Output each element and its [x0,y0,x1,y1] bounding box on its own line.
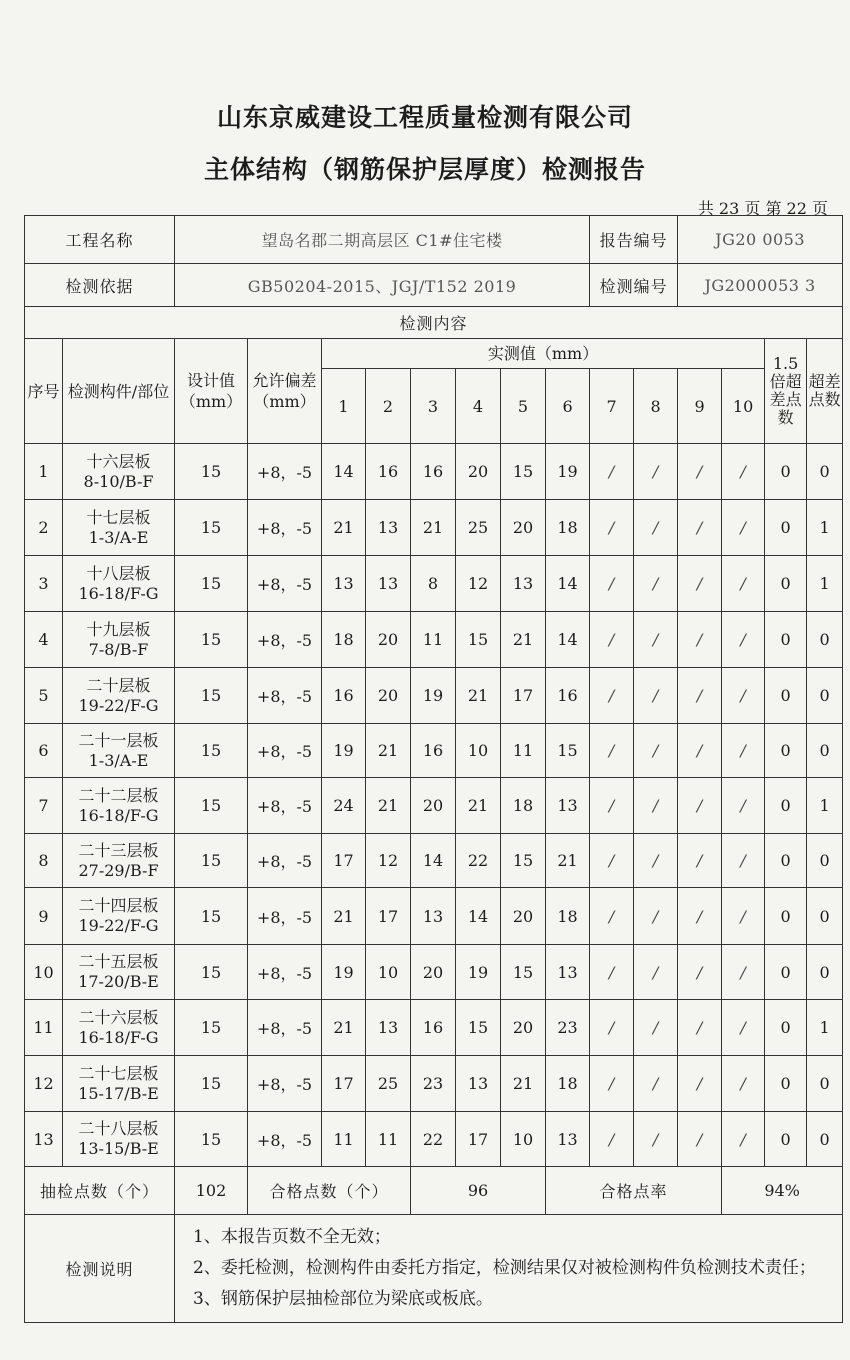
row-seq: 2 [25,500,63,556]
row-member [63,1000,175,1056]
row-design: 15 [175,444,248,500]
member-location: 15-17/B-E [78,1083,159,1103]
report-no-value: JG20 0053 [678,216,843,264]
row-measured-4: 22 [456,834,501,888]
member-location: 16-18/F-G [78,1027,159,1047]
page-info: 共 23 页 第 22 页 [697,199,828,218]
row-measured-8: / [634,834,678,888]
member-location: 13-15/B-E [78,1139,159,1158]
row-measured-5: 21 [501,1056,546,1112]
row-measured-7: / [590,1000,634,1056]
member-name: 十九层板 [86,619,151,639]
row-seq: 6 [25,724,63,778]
row-tolerance: +8，-5 [248,612,322,668]
notes-label: 检测说明 [25,1215,175,1323]
table-row [25,612,843,668]
row-over15: 0 [765,834,807,888]
row-measured-4: 25 [456,500,501,556]
row-measured-6: 13 [546,1112,590,1167]
row-design: 15 [175,1112,248,1167]
row-measured-3: 16 [411,444,456,500]
row-over: 1 [807,778,843,834]
row-tolerance: +8，-5 [248,668,322,724]
row-measured-10: / [722,945,765,1000]
data-rows [25,444,843,1167]
row-member [63,888,175,945]
point-header-2: 2 [366,369,411,444]
row-measured-6: 18 [546,500,590,556]
member-location: 27-29/B-F [78,860,159,880]
row-measured-5: 13 [501,556,546,612]
row-over15: 0 [765,1000,807,1056]
content-title: 检测内容 [25,307,843,339]
row-measured-6: 19 [546,444,590,500]
row-measured-10: / [722,724,765,778]
note-line-3: 3、钢筋保护层抽检部位为梁底或板底。 [193,1289,493,1309]
row-over15: 0 [765,945,807,1000]
row-over: 0 [807,444,843,500]
notes-content [175,1215,843,1323]
sample-count-label: 抽检点数（个） [25,1167,175,1215]
row-measured-10: / [722,612,765,668]
content-title-row [25,307,843,339]
row-measured-1: 13 [322,556,366,612]
row-measured-9: / [678,668,722,724]
row-measured-2: 17 [366,888,411,945]
row-measured-8: / [634,668,678,724]
row-measured-8: / [634,612,678,668]
pass-count-value: 96 [411,1167,546,1215]
row-measured-4: 21 [456,778,501,834]
table-row [25,724,843,778]
row-design: 15 [175,888,248,945]
row-measured-5: 15 [501,444,546,500]
table-row [25,1112,843,1167]
row-member [63,612,175,668]
point-header-5: 5 [501,369,546,444]
row-member [63,724,175,778]
row-design: 15 [175,834,248,888]
row-measured-4: 15 [456,1000,501,1056]
row-measured-10: / [722,444,765,500]
row-measured-2: 21 [366,724,411,778]
member-name: 二十三层板 [78,840,159,860]
row-measured-1: 21 [322,500,366,556]
row-measured-7: / [590,834,634,888]
row-measured-6: 23 [546,1000,590,1056]
row-measured-4: 14 [456,888,501,945]
row-measured-9: / [678,724,722,778]
row-over: 0 [807,612,843,668]
row-measured-7: / [590,444,634,500]
project-name-value: 望岛名郡二期高层区 C1#住宅楼 [175,216,590,264]
report-title: 主体结构（钢筋保护层厚度）检测报告 [203,155,646,184]
row-measured-7: / [590,500,634,556]
row-measured-8: / [634,556,678,612]
table-row [25,834,843,888]
row-member [63,500,175,556]
header-row-1 [25,339,843,369]
row-measured-2: 21 [366,778,411,834]
row-measured-4: 10 [456,724,501,778]
row-tolerance: +8，-5 [248,1000,322,1056]
basis-label: 检测依据 [25,264,175,307]
report-table [24,215,843,1323]
row-over15: 0 [765,500,807,556]
row-measured-6: 18 [546,888,590,945]
member-name: 二十八层板 [78,1119,159,1138]
row-measured-4: 20 [456,444,501,500]
row-measured-2: 12 [366,834,411,888]
row-member [63,945,175,1000]
member-name: 二十五层板 [78,952,159,971]
row-measured-10: / [722,1112,765,1167]
row-design: 15 [175,668,248,724]
member-name: 十七层板 [86,507,151,527]
row-measured-2: 13 [366,1000,411,1056]
row-seq: 3 [25,556,63,612]
table-row [25,500,843,556]
row-measured-1: 16 [322,668,366,724]
col-seq-header: 序号 [25,339,63,444]
row-over: 1 [807,1000,843,1056]
row-over: 0 [807,834,843,888]
row-measured-4: 13 [456,1056,501,1112]
row-measured-8: / [634,945,678,1000]
row-measured-2: 20 [366,668,411,724]
row-over: 0 [807,724,843,778]
col-design-header: 设计值（mm） [175,339,248,444]
row-member [63,444,175,500]
row-measured-1: 19 [322,724,366,778]
row-over15: 0 [765,724,807,778]
member-name: 二十一层板 [78,730,159,750]
row-measured-10: / [722,500,765,556]
row-measured-7: / [590,724,634,778]
row-measured-4: 12 [456,556,501,612]
row-measured-9: / [678,500,722,556]
row-over: 0 [807,888,843,945]
pass-rate-label: 合格点率 [546,1167,722,1215]
table-row [25,556,843,612]
row-measured-9: / [678,1112,722,1167]
row-measured-3: 11 [411,612,456,668]
row-over15: 0 [765,888,807,945]
row-seq: 13 [25,1112,63,1167]
row-measured-1: 17 [322,834,366,888]
company-name: 山东京威建设工程质量检测有限公司 [216,103,633,132]
table-row [25,444,843,500]
row-measured-10: / [722,778,765,834]
row-measured-5: 20 [501,500,546,556]
table-row [25,778,843,834]
row-measured-8: / [634,1112,678,1167]
row-measured-8: / [634,724,678,778]
row-over15: 0 [765,1056,807,1112]
col-measured-header: 实测值（mm） [322,339,765,369]
row-over15: 0 [765,444,807,500]
row-over15: 0 [765,778,807,834]
row-measured-9: / [678,834,722,888]
row-over: 0 [807,1112,843,1167]
row-seq: 5 [25,668,63,724]
note-line-1: 1、本报告页数不全无效； [193,1227,391,1247]
row-over: 1 [807,556,843,612]
row-measured-1: 11 [322,1112,366,1167]
row-measured-9: / [678,1056,722,1112]
point-header-8: 8 [634,369,678,444]
row-measured-6: 13 [546,945,590,1000]
row-measured-3: 23 [411,1056,456,1112]
row-tolerance: +8，-5 [248,556,322,612]
row-member [63,778,175,834]
row-measured-7: / [590,888,634,945]
row-member [63,1112,175,1167]
row-measured-7: / [590,945,634,1000]
row-seq: 11 [25,1000,63,1056]
point-header-10: 10 [722,369,765,444]
col-over-header: 超差点数 [807,339,843,444]
row-measured-7: / [590,1112,634,1167]
row-measured-3: 14 [411,834,456,888]
row-measured-9: / [678,778,722,834]
row-measured-4: 15 [456,612,501,668]
row-design: 15 [175,778,248,834]
row-member [63,1056,175,1112]
row-measured-8: / [634,888,678,945]
row-measured-1: 21 [322,1000,366,1056]
table-row [25,1056,843,1112]
note-line-2: 2、委托检测，检测构件由委托方指定，检测结果仅对被检测构件负检测技术责任； [193,1258,816,1278]
row-measured-9: / [678,945,722,1000]
member-name: 二十四层板 [78,896,159,915]
row-over: 0 [807,1056,843,1112]
row-measured-3: 22 [411,1112,456,1167]
row-measured-6: 14 [546,612,590,668]
row-over: 0 [807,945,843,1000]
member-location: 16-18/F-G [78,805,159,825]
row-measured-10: / [722,556,765,612]
row-measured-4: 17 [456,1112,501,1167]
row-measured-1: 24 [322,778,366,834]
report-no-label: 报告编号 [590,216,678,264]
row-measured-2: 13 [366,556,411,612]
col-over15-header: 1.5倍超差点数 [765,339,807,444]
row-over15: 0 [765,1112,807,1167]
member-name: 十六层板 [86,451,151,471]
row-measured-5: 20 [501,1000,546,1056]
member-location: 16-18/F-G [78,583,159,603]
row-design: 15 [175,1056,248,1112]
project-name-label: 工程名称 [25,216,175,264]
row-measured-1: 17 [322,1056,366,1112]
row-seq: 4 [25,612,63,668]
row-member [63,834,175,888]
row-measured-9: / [678,1000,722,1056]
row-measured-2: 16 [366,444,411,500]
row-measured-10: / [722,834,765,888]
point-header-1: 1 [322,369,366,444]
row-measured-8: / [634,1056,678,1112]
row-measured-7: / [590,1056,634,1112]
test-no-label: 检测编号 [590,264,678,307]
row-measured-5: 15 [501,945,546,1000]
member-location: 17-20/B-E [78,972,159,991]
row-tolerance: +8，-5 [248,500,322,556]
row-tolerance: +8，-5 [248,724,322,778]
member-location: 1-3/A-E [88,750,149,770]
row-seq: 7 [25,778,63,834]
table-row [25,888,843,945]
row-measured-2: 11 [366,1112,411,1167]
point-header-3: 3 [411,369,456,444]
point-header-6: 6 [546,369,590,444]
row-measured-6: 13 [546,778,590,834]
row-measured-3: 13 [411,888,456,945]
test-no-value: JG2000053 3 [678,264,843,307]
row-measured-8: / [634,1000,678,1056]
row-measured-4: 19 [456,945,501,1000]
row-seq: 1 [25,444,63,500]
row-seq: 8 [25,834,63,888]
row-measured-10: / [722,888,765,945]
row-measured-6: 21 [546,834,590,888]
row-design: 15 [175,500,248,556]
row-measured-1: 14 [322,444,366,500]
row-measured-5: 21 [501,612,546,668]
row-design: 15 [175,612,248,668]
row-design: 15 [175,1000,248,1056]
pass-rate-value: 94% [722,1167,843,1215]
row-seq: 12 [25,1056,63,1112]
row-tolerance: +8，-5 [248,945,322,1000]
row-tolerance: +8，-5 [248,1056,322,1112]
row-measured-3: 20 [411,945,456,1000]
info-row-project [25,216,843,264]
row-measured-2: 13 [366,500,411,556]
member-location: 1-3/A-E [88,527,149,547]
row-design: 15 [175,945,248,1000]
point-header-9: 9 [678,369,722,444]
summary-row [25,1167,843,1215]
row-measured-6: 14 [546,556,590,612]
row-measured-5: 15 [501,834,546,888]
row-seq: 9 [25,888,63,945]
basis-value: GB50204-2015、JGJ/T152 2019 [175,264,590,307]
pass-count-label: 合格点数（个） [248,1167,411,1215]
row-measured-10: / [722,1000,765,1056]
row-measured-1: 19 [322,945,366,1000]
row-measured-5: 10 [501,1112,546,1167]
member-location: 8-10/B-F [83,471,154,491]
table-row [25,945,843,1000]
member-name: 二十七层板 [78,1063,159,1083]
row-measured-6: 15 [546,724,590,778]
row-design: 15 [175,724,248,778]
row-measured-3: 16 [411,724,456,778]
notes-row [25,1215,843,1323]
row-measured-9: / [678,888,722,945]
row-design: 15 [175,556,248,612]
row-measured-7: / [590,778,634,834]
member-name: 二十二层板 [78,785,159,805]
col-member-header: 检测构件/部位 [63,339,175,444]
row-measured-10: / [722,1056,765,1112]
sample-count-value: 102 [175,1167,248,1215]
row-measured-1: 21 [322,888,366,945]
row-measured-10: / [722,668,765,724]
table-row [25,1000,843,1056]
row-measured-3: 19 [411,668,456,724]
row-measured-5: 17 [501,668,546,724]
row-measured-4: 21 [456,668,501,724]
row-tolerance: +8，-5 [248,444,322,500]
row-over15: 0 [765,612,807,668]
row-measured-9: / [678,556,722,612]
row-member [63,556,175,612]
row-measured-6: 16 [546,668,590,724]
col-tolerance-header: 允许偏差（mm） [248,339,322,444]
row-over15: 0 [765,556,807,612]
row-over: 0 [807,668,843,724]
row-measured-9: / [678,612,722,668]
row-measured-6: 18 [546,1056,590,1112]
row-measured-7: / [590,612,634,668]
row-measured-7: / [590,556,634,612]
row-measured-2: 25 [366,1056,411,1112]
row-seq: 10 [25,945,63,1000]
row-measured-7: / [590,668,634,724]
member-name: 二十六层板 [78,1007,159,1027]
row-measured-3: 16 [411,1000,456,1056]
row-tolerance: +8，-5 [248,834,322,888]
member-location: 19-22/F-G [78,695,159,715]
row-measured-8: / [634,500,678,556]
member-location: 19-22/F-G [78,916,159,935]
row-member [63,668,175,724]
row-measured-9: / [678,444,722,500]
row-over15: 0 [765,668,807,724]
point-header-7: 7 [590,369,634,444]
row-tolerance: +8，-5 [248,778,322,834]
row-measured-5: 20 [501,888,546,945]
row-measured-5: 18 [501,778,546,834]
row-measured-3: 20 [411,778,456,834]
row-measured-2: 20 [366,612,411,668]
info-row-basis [25,264,843,307]
row-over: 1 [807,500,843,556]
row-measured-3: 21 [411,500,456,556]
row-measured-5: 11 [501,724,546,778]
row-measured-8: / [634,778,678,834]
table-row [25,668,843,724]
member-name: 二十层板 [86,675,151,695]
row-tolerance: +8，-5 [248,1112,322,1167]
row-measured-8: / [634,444,678,500]
row-measured-1: 18 [322,612,366,668]
row-measured-3: 8 [411,556,456,612]
member-name: 十八层板 [86,563,151,583]
row-tolerance: +8，-5 [248,888,322,945]
member-location: 7-8/B-F [88,639,149,659]
row-measured-2: 10 [366,945,411,1000]
point-header-4: 4 [456,369,501,444]
